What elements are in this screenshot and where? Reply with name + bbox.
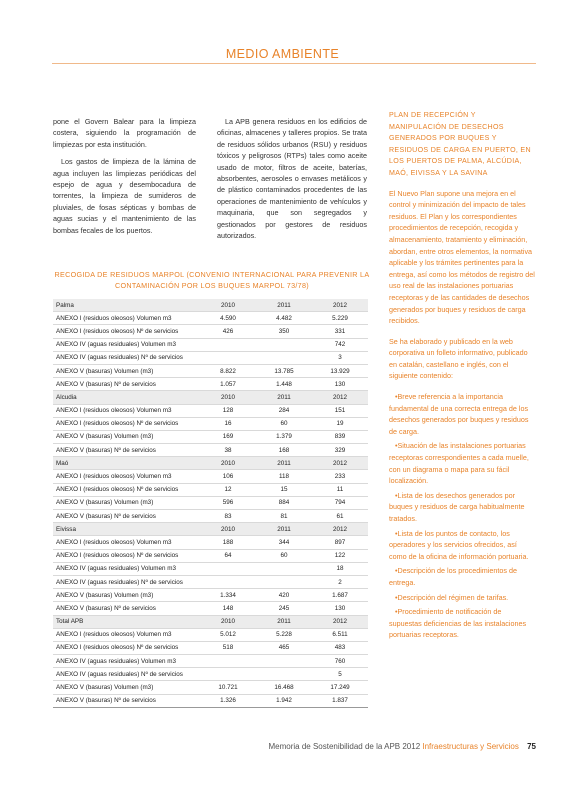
table-cell-value: 2012 bbox=[312, 299, 368, 312]
table-cell-value: 18 bbox=[312, 562, 368, 575]
page-number: 75 bbox=[527, 742, 536, 751]
table-row bbox=[53, 562, 368, 575]
table-cell-value: 13.785 bbox=[256, 364, 312, 377]
body-column-middle bbox=[217, 116, 367, 247]
table-cell-value: 128 bbox=[200, 404, 256, 417]
table-row bbox=[53, 510, 368, 523]
table-cell-label: ANEXO I (residuos oleosos) Volumen m3 bbox=[53, 470, 200, 483]
sidebar-bullet: •Lista de los desechos generados por buques y residuos de carga habitualmente tratados. bbox=[389, 490, 525, 523]
table-cell-value: 130 bbox=[312, 602, 368, 615]
table-cell-value: 596 bbox=[200, 496, 256, 509]
table-cell-value: 12 bbox=[200, 483, 256, 496]
table-cell-value: 118 bbox=[256, 470, 312, 483]
table-cell-value bbox=[256, 655, 312, 668]
table-row bbox=[53, 496, 368, 509]
table-row bbox=[53, 681, 368, 694]
table-cell-value: 1.379 bbox=[256, 430, 312, 443]
table-cell-label: ANEXO I (residuos oleosos) Volumen m3 bbox=[53, 536, 200, 549]
table-cell-value bbox=[200, 562, 256, 575]
table-cell-value: 329 bbox=[312, 444, 368, 457]
table-row bbox=[53, 338, 368, 351]
table-row bbox=[53, 444, 368, 457]
marpol-table-body bbox=[53, 299, 368, 707]
table-row bbox=[53, 602, 368, 615]
table-cell-label: ANEXO I (residuos oleosos) Nº de servicios bbox=[53, 417, 200, 430]
table-cell-label: ANEXO I (residuos oleosos) Volumen m3 bbox=[53, 628, 200, 641]
table-cell-value: 13.929 bbox=[312, 364, 368, 377]
table-group-header-row bbox=[53, 523, 368, 536]
table-cell-value bbox=[256, 668, 312, 681]
table-cell-value: 483 bbox=[312, 641, 368, 654]
table-cell-value bbox=[200, 668, 256, 681]
table-cell-label: ANEXO I (residuos oleosos) Volumen m3 bbox=[53, 404, 200, 417]
table-cell-value: 4.482 bbox=[256, 312, 312, 325]
sidebar-bullet: •Situación de las instalaciones portuarias receptoras correspondientes a cada muelle, con un diagrama o mapa para su fácil localización. bbox=[389, 441, 529, 486]
table-cell-value: 5.012 bbox=[200, 628, 256, 641]
sidebar-bullet: •Descripción de los procedimientos de entrega. bbox=[389, 566, 517, 587]
table-cell-value: 106 bbox=[200, 470, 256, 483]
table-cell-label: ANEXO I (residuos oleosos) Nº de servicios bbox=[53, 483, 200, 496]
section-title: MEDIO AMBIENTE bbox=[225, 47, 340, 61]
sidebar-title: PLAN DE RECEPCIÓN Y MANIPULACIÓN DE DESECHOS GENERADOS POR BUQUES Y RESIDUOS DE CARGA EN PUERTO, EN LOS PUERTOS DE PALMA, ALCÚDIA, MAÓ, EIVISSA Y LA SAVINA bbox=[389, 111, 531, 177]
table-group-header-row bbox=[53, 391, 368, 404]
table-cell-value bbox=[256, 575, 312, 588]
table-cell-value: 839 bbox=[312, 430, 368, 443]
footer-category: Infraestructuras y Servicios bbox=[422, 742, 519, 751]
table-cell-value: 122 bbox=[312, 549, 368, 562]
table-cell-value: 897 bbox=[312, 536, 368, 549]
table-cell-value: 794 bbox=[312, 496, 368, 509]
table-row bbox=[53, 549, 368, 562]
table-cell-value: 233 bbox=[312, 470, 368, 483]
table-cell-value bbox=[200, 351, 256, 364]
sidebar-paragraph: Se ha elaborado y publicado en la web corporativa un folleto informativo, publicado en catalán, castellano e inglés, con el siguiente contenido: bbox=[389, 336, 528, 381]
table-cell-label: ANEXO V (basuras) Volumen (m3) bbox=[53, 681, 200, 694]
table-cell-value: 3 bbox=[312, 351, 368, 364]
table-cell-value: 426 bbox=[200, 325, 256, 338]
table-cell-label: ANEXO V (basuras) Nº de servicios bbox=[53, 694, 200, 707]
table-row bbox=[53, 364, 368, 377]
table-cell-label: Palma bbox=[53, 299, 200, 312]
table-cell-value: 188 bbox=[200, 536, 256, 549]
table-cell-value: 19 bbox=[312, 417, 368, 430]
table-cell-value: 2 bbox=[312, 575, 368, 588]
table-cell-value bbox=[200, 575, 256, 588]
table-row bbox=[53, 628, 368, 641]
paragraph: La APB genera residuos en los edificios de oficinas, almacenes y talleres propios. Se trata de residuos sólidos urbanos (RSU) y residuos tóxicos y peligrosos (RTPs) tales como aceite usado de motor, filtros de aceite, baterías, absorbentes, aerosoles o envases metálicos y de plástico contaminados procedentes de las operaciones de mantenimiento de vehículos y maquinaria, que son segregados y gestionados por gestores de residuos autorizados. bbox=[217, 117, 367, 241]
table-cell-label: ANEXO V (basuras) Nº de servicios bbox=[53, 378, 200, 391]
table-row bbox=[53, 483, 368, 496]
table-cell-value: 2012 bbox=[312, 391, 368, 404]
table-cell-value: 2010 bbox=[200, 615, 256, 628]
table-cell-value: 60 bbox=[256, 417, 312, 430]
table-row bbox=[53, 312, 368, 325]
table-cell-value: 81 bbox=[256, 510, 312, 523]
page-footer bbox=[0, 742, 536, 751]
table-cell-value: 5 bbox=[312, 668, 368, 681]
table-cell-value: 245 bbox=[256, 602, 312, 615]
table-cell-value: 148 bbox=[200, 602, 256, 615]
table-cell-value: 38 bbox=[200, 444, 256, 457]
table-cell-label: Maó bbox=[53, 457, 200, 470]
table-title: RECOGIDA DE RESIDUOS MARPOL (CONVENIO INTERNACIONAL PARA PREVENIR LA CONTAMINACIÓN POR LOS BUQUES MARPOL 73/78) bbox=[54, 270, 370, 290]
table-cell-value: 2012 bbox=[312, 523, 368, 536]
table-row bbox=[53, 470, 368, 483]
table-row bbox=[53, 589, 368, 602]
table-row bbox=[53, 641, 368, 654]
table-row bbox=[53, 694, 368, 707]
table-cell-value: 2012 bbox=[312, 457, 368, 470]
table-cell-value: 10.721 bbox=[200, 681, 256, 694]
sidebar-bullet: •Breve referencia a la importancia fundamental de una correcta entrega de los desechos generados por buques y residuos de carga. bbox=[389, 392, 529, 436]
table-cell-label: ANEXO V (basuras) Volumen (m3) bbox=[53, 589, 200, 602]
table-cell-value bbox=[200, 338, 256, 351]
table-cell-label: ANEXO I (residuos oleosos) Nº de servicios bbox=[53, 325, 200, 338]
table-row bbox=[53, 668, 368, 681]
table-cell-label: ANEXO IV (aguas residuales) Volumen m3 bbox=[53, 655, 200, 668]
marpol-table bbox=[53, 299, 368, 708]
table-group-header-row bbox=[53, 457, 368, 470]
table-cell-value: 1.448 bbox=[256, 378, 312, 391]
table-cell-value bbox=[256, 562, 312, 575]
table-row bbox=[53, 655, 368, 668]
table-cell-value: 344 bbox=[256, 536, 312, 549]
paragraph: pone el Govern Balear para la limpieza costera, siguiendo la programación de limpiezas por esta institución. bbox=[53, 117, 196, 149]
table-cell-label: ANEXO V (basuras) Nº de servicios bbox=[53, 444, 200, 457]
table-cell-label: ANEXO I (residuos oleosos) Volumen m3 bbox=[53, 312, 200, 325]
table-cell-label: ANEXO IV (aguas residuales) Nº de servicios bbox=[53, 351, 200, 364]
table-cell-value: 168 bbox=[256, 444, 312, 457]
table-cell-value: 760 bbox=[312, 655, 368, 668]
table-cell-label: ANEXO I (residuos oleosos) Nº de servicios bbox=[53, 549, 200, 562]
table-cell-value: 15 bbox=[256, 483, 312, 496]
table-row bbox=[53, 536, 368, 549]
table-cell-value: 11 bbox=[312, 483, 368, 496]
table-cell-label: ANEXO V (basuras) Nº de servicios bbox=[53, 602, 200, 615]
table-cell-value: 1.334 bbox=[200, 589, 256, 602]
table-row bbox=[53, 575, 368, 588]
table-cell-label: ANEXO IV (aguas residuales) Volumen m3 bbox=[53, 562, 200, 575]
table-cell-value: 2011 bbox=[256, 391, 312, 404]
table-cell-value bbox=[256, 338, 312, 351]
table-cell-value: 16.468 bbox=[256, 681, 312, 694]
table-cell-label: ANEXO V (basuras) Volumen (m3) bbox=[53, 430, 200, 443]
table-cell-value: 2011 bbox=[256, 299, 312, 312]
sidebar-bullet: •Procedimiento de notificación de supuestas deficiencias de las instalaciones portuarias receptoras. bbox=[389, 607, 527, 640]
table-cell-value: 331 bbox=[312, 325, 368, 338]
table-row bbox=[53, 430, 368, 443]
table-cell-value: 5.228 bbox=[256, 628, 312, 641]
table-row bbox=[53, 325, 368, 338]
sidebar-paragraph: El Nuevo Plan supone una mejora en el control y minimización del impacto de tales residuos. El Plan y los correspondientes procedimientos de recepción, recogida y almacenamiento, tratamiento y eliminación, abordan, entre otros elementos, la normativa aplicable y los trámites pertinentes para la entrega, así como los métodos de registro del uso real de las instalaciones portuarias receptoras y de las cantidades de desechos generados por buques y residuos de carga recibidos. bbox=[389, 188, 535, 326]
paragraph: Los gastos de limpieza de la lámina de agua incluyen las limpiezas periódicas del espejo de agua y desembocadura de torrentes, la limpieza de sumideros de pluviales, de fosas sépticas y bombas de aguas sucias y el mantenimiento de las bombas fecales de los puertos. bbox=[53, 157, 196, 235]
table-cell-value: 420 bbox=[256, 589, 312, 602]
table-cell-value: 1.057 bbox=[200, 378, 256, 391]
table-cell-value: 16 bbox=[200, 417, 256, 430]
section-divider bbox=[52, 63, 536, 64]
table-cell-label: ANEXO V (basuras) Volumen (m3) bbox=[53, 496, 200, 509]
table-cell-label: ANEXO V (basuras) Nº de servicios bbox=[53, 510, 200, 523]
table-cell-value: 350 bbox=[256, 325, 312, 338]
table-cell-value: 130 bbox=[312, 378, 368, 391]
table-cell-value: 1.942 bbox=[256, 694, 312, 707]
table-cell-value: 5.229 bbox=[312, 312, 368, 325]
footer-text: Memoria de Sostenibilidad de la APB 2012 bbox=[268, 742, 421, 751]
table-group-header-row bbox=[53, 299, 368, 312]
table-row bbox=[53, 417, 368, 430]
table-cell-value: 742 bbox=[312, 338, 368, 351]
table-cell-value: 61 bbox=[312, 510, 368, 523]
table-cell-label: ANEXO I (residuos oleosos) Nº de servicios bbox=[53, 641, 200, 654]
table-cell-value: 284 bbox=[256, 404, 312, 417]
table-cell-value: 2011 bbox=[256, 457, 312, 470]
table-cell-label: ANEXO V (basuras) Volumen (m3) bbox=[53, 364, 200, 377]
table-group-header-row bbox=[53, 615, 368, 628]
table-cell-value: 518 bbox=[200, 641, 256, 654]
table-cell-value: 884 bbox=[256, 496, 312, 509]
table-row bbox=[53, 378, 368, 391]
table-cell-value: 1.687 bbox=[312, 589, 368, 602]
table-cell-value: 1.326 bbox=[200, 694, 256, 707]
table-cell-label: Alcudia bbox=[53, 391, 200, 404]
table-row bbox=[53, 351, 368, 364]
table-row bbox=[53, 404, 368, 417]
table-cell-value: 465 bbox=[256, 641, 312, 654]
sidebar-bullet: •Lista de los puntos de contacto, los operadores y los servicios ofrecidos, así como de la oficina de información portuaria. bbox=[389, 528, 529, 561]
table-cell-value: 1.837 bbox=[312, 694, 368, 707]
table-cell-value: 2010 bbox=[200, 523, 256, 536]
sidebar-bullet: •Descripción del régimen de tarifas. bbox=[395, 592, 509, 602]
table-cell-value: 2010 bbox=[200, 391, 256, 404]
table-cell-value: 151 bbox=[312, 404, 368, 417]
table-cell-label: ANEXO IV (aguas residuales) Volumen m3 bbox=[53, 338, 200, 351]
table-cell-value: 2010 bbox=[200, 457, 256, 470]
table-cell-label: Total APB bbox=[53, 615, 200, 628]
body-column-left bbox=[53, 116, 196, 242]
table-cell-label: ANEXO IV (aguas residuales) Nº de servicios bbox=[53, 575, 200, 588]
table-cell-value: 2011 bbox=[256, 523, 312, 536]
table-cell-value: 4.590 bbox=[200, 312, 256, 325]
sidebar-plan bbox=[389, 110, 535, 644]
table-cell-label: Eivissa bbox=[53, 523, 200, 536]
table-cell-value bbox=[256, 351, 312, 364]
table-cell-value bbox=[200, 655, 256, 668]
table-cell-value: 83 bbox=[200, 510, 256, 523]
table-cell-value: 8.822 bbox=[200, 364, 256, 377]
table-cell-value: 17.249 bbox=[312, 681, 368, 694]
table-cell-value: 64 bbox=[200, 549, 256, 562]
table-cell-value: 2010 bbox=[200, 299, 256, 312]
table-cell-value: 60 bbox=[256, 549, 312, 562]
table-cell-label: ANEXO IV (aguas residuales) Nº de servicios bbox=[53, 668, 200, 681]
table-cell-value: 169 bbox=[200, 430, 256, 443]
table-cell-value: 6.511 bbox=[312, 628, 368, 641]
table-cell-value: 2011 bbox=[256, 615, 312, 628]
table-cell-value: 2012 bbox=[312, 615, 368, 628]
